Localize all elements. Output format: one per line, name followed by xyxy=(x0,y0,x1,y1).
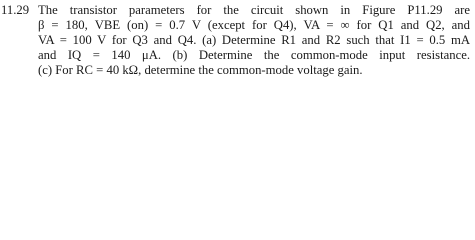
problem-line-3: VA = 100 V for Q3 and Q4. (a) Determine R1 and R2 such that I1 = 0.5 mA xyxy=(38,33,470,47)
problem-line-1: The transistor parameters for the circuit shown in Figure P11.29 are xyxy=(38,3,470,17)
problem-statement xyxy=(0,0,475,95)
problem-number: 11.29 xyxy=(1,3,30,17)
problem-line-2: β = 180, VBE (on) = 0.7 V (except for Q4), VA = ∞ for Q1 and Q2, and xyxy=(38,18,470,32)
problem-line-4: and IQ = 140 μA. (b) Determine the common-mode input resistance. xyxy=(38,48,470,62)
problem-line-5: (c) For RC = 40 kΩ, determine the common-mode voltage gain. xyxy=(38,63,363,77)
